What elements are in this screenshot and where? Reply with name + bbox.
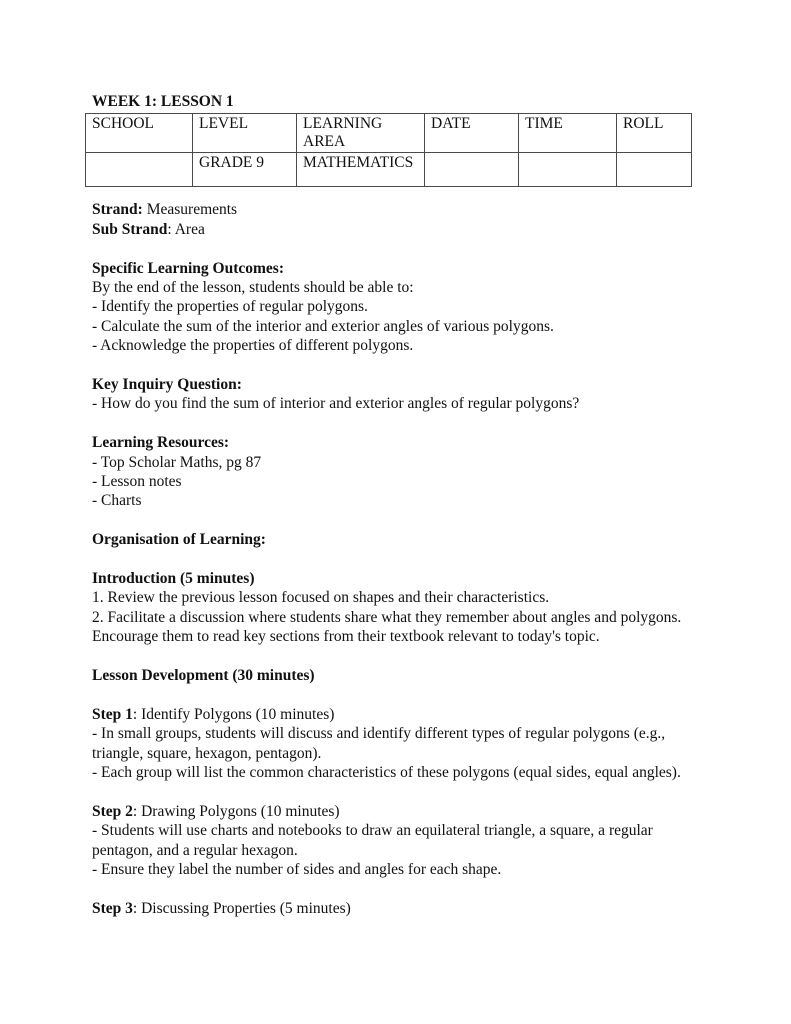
table-header-level: LEVEL [193,114,297,153]
resource-item: - Charts [92,492,142,510]
step-1-label: Step 1 [92,705,133,723]
step-3-label: Step 3 [92,899,133,917]
step-2-label: Step 2 [92,802,133,820]
learning-outcome-item: - Acknowledge the properties of different polygons. [92,337,414,355]
step-2-title: : Drawing Polygons (10 minutes) [132,802,340,820]
introduction-point: 1. Review the previous lesson focused on shapes and their characteristics. [92,589,550,607]
strand-line [92,200,702,219]
document-content [92,92,702,918]
lesson-development-section [92,666,702,685]
lesson-development-heading: Lesson Development (30 minutes) [92,667,315,685]
step-2-body: - Students will use charts and notebooks to draw an equilateral triangle, a square, a regular pentagon, and a regular hexagon. [92,822,653,859]
table-value-level: GRADE 9 [193,153,297,187]
key-inquiry-heading: Key Inquiry Question: [92,376,242,394]
learning-outcome-item: - Calculate the sum of the interior and exterior angles of various polygons. [92,317,554,335]
introduction-heading: Introduction (5 minutes) [92,570,255,588]
table-value-school [86,153,193,187]
table-header-row [86,114,692,153]
learning-outcomes-intro: By the end of the lesson, students should be able to: [92,279,414,297]
step-2-title-line [92,802,702,821]
step-2-section [92,802,702,880]
learning-outcomes-heading: Specific Learning Outcomes: [92,259,285,277]
strand-label: Strand: [92,201,143,219]
table-header-time: TIME [519,114,617,153]
strand-value: Measurements [142,201,238,219]
step-1-title-line [92,705,702,724]
lesson-title: WEEK 1: LESSON 1 [92,93,234,110]
table-values-row [86,153,692,187]
table-header-roll: ROLL [617,114,692,153]
table-value-date [425,153,519,187]
organisation-section [92,530,702,549]
step-1-section [92,705,702,783]
step-1-body: - Each group will list the common characteristics of these polygons (equal sides, equal angles). [92,764,681,782]
step-1-title: : Identify Polygons (10 minutes) [132,705,335,723]
organisation-heading: Organisation of Learning: [92,531,266,549]
resource-item: - Top Scholar Maths, pg 87 [92,453,262,471]
step-3-title-line [92,899,702,918]
learning-resources-section [92,433,702,511]
sub-strand-value: : Area [167,220,205,238]
table-value-roll [617,153,692,187]
step-3-section [92,899,702,918]
sub-strand-label: Sub Strand [92,220,168,238]
step-2-body: - Ensure they label the number of sides and angles for each shape. [92,861,502,879]
sub-strand-line [92,220,702,239]
table-value-time [519,153,617,187]
learning-resources-heading: Learning Resources: [92,434,230,452]
key-inquiry-section [92,375,702,414]
resource-item: - Lesson notes [92,473,182,491]
table-header-date: DATE [425,114,519,153]
introduction-point: 2. Facilitate a discussion where students share what they remember about angles and polygons. Encourage them to read key sections from their textbook relevant to today's topic. [92,608,682,646]
lesson-header-table [85,113,692,187]
step-3-title: : Discussing Properties (5 minutes) [132,899,351,917]
table-header-learning-area: LEARNING AREA [297,114,425,153]
learning-outcomes-section [92,259,702,356]
introduction-section [92,569,702,647]
step-1-body: - In small groups, students will discuss and identify different types of regular polygons (e.g., triangle, square, hexagon, pentagon). [92,725,666,762]
learning-outcome-item: - Identify the properties of regular polygons. [92,298,368,316]
strand-section [92,200,702,239]
table-header-school: SCHOOL [86,114,193,153]
key-inquiry-question: - How do you find the sum of interior and exterior angles of regular polygons? [92,395,580,413]
table-value-learning-area: MATHEMATICS [297,153,425,187]
